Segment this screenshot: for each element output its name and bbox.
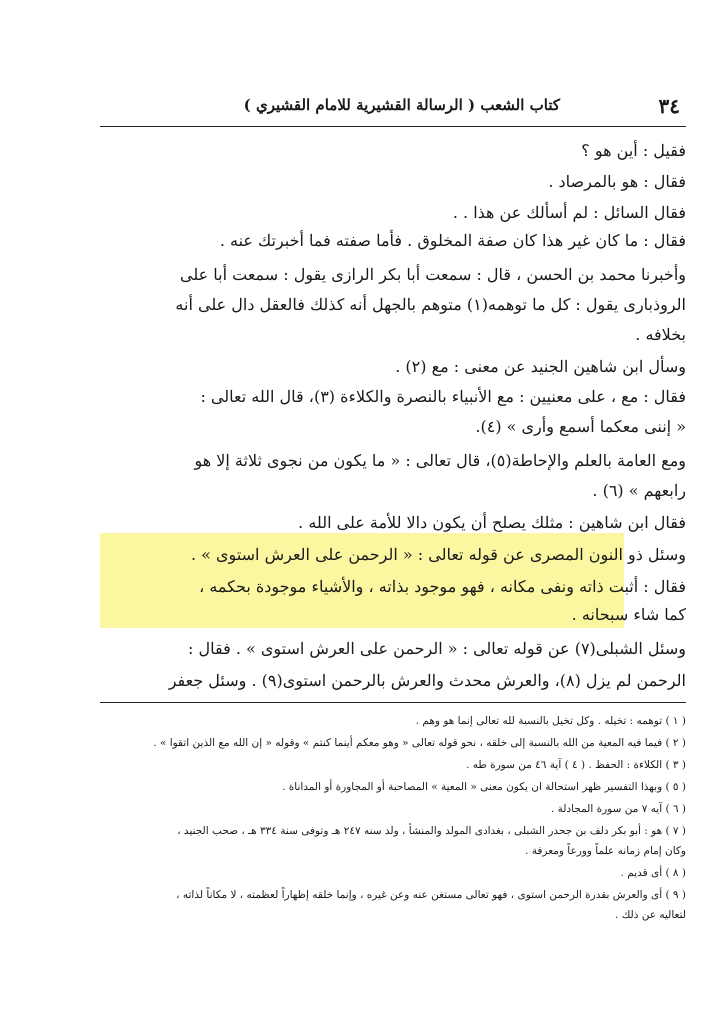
footnote-line: ( ٨ ) أى قديم . (620, 867, 686, 879)
text-line: فقال : مع ، على معنيين : مع الأنبياء بالنصرة والكلاءة (٣)، قال الله تعالى : (200, 387, 686, 406)
text-line: وسأل ابن شاهين الجنيد عن معنى : مع (٢) . (395, 357, 686, 376)
footnote-rule (100, 702, 686, 703)
text-line: كما شاء سبحانه . (571, 605, 686, 624)
footnote-line: ( ١ ) توهمه : تخيله . وكل تخيل بالنسبة لله تعالى إنما هو وهم . (415, 715, 686, 727)
page-header (100, 94, 680, 124)
footnote-line: وكان إمام زمانه علماً وورعاً ومعرفة . (525, 845, 686, 857)
footnotes (100, 712, 686, 932)
text-line: فقيل : أين هو ؟ (581, 141, 686, 160)
text-line: فقال : ما كان غير هذا كان صفة المخلوق . فأما صفته فما أخبرتك عنه . (219, 231, 686, 250)
footnote-line: ( ٧ ) هو : أبو بكر دلف بن جحدر الشبلى ، بغدادى المولد والمنشأ ، ولد سنه ٢٤٧ هـ وتوفى سنة ٣٣٤ هـ ، صحب الجنيد ، (177, 825, 686, 837)
main-text (100, 136, 686, 696)
text-line: فقال السائل : لم أسألك عن هذا . . (452, 203, 686, 222)
footnote-line: لتعاليه عن ذلك . (615, 909, 686, 921)
text-line: بخلافه . (635, 325, 686, 344)
footnote-line: ( ٩ ) أى والعرش بقدرة الرحمن استوى ، فهو تعالى مستغن عنه وعن غيره ، وإنما خلقه إظهاراً لعظمته ، لا مكاناً لذاته ، (176, 889, 686, 901)
text-line: « إننى معكما أسمع وأرى » (٤). (475, 417, 686, 436)
text-line: الروذبارى يقول : كل ما توهمه(١) متوهم بالجهل أنه كذلك فالعقل دال على أنه (175, 295, 686, 314)
footnote-line: ( ٣ ) الكلاءة : الحفظ . ( ٤ ) آية ٤٦ من سورة طه . (466, 759, 686, 771)
text-line: فقال ابن شاهين : مثلك يصلح أن يكون دالا للأمة على الله . (298, 513, 686, 532)
text-line: رابعهم » (٦) . (592, 481, 686, 500)
footnote-line: ( ٢ ) فيما فيه المعية من الله بالنسبة إلى خلقه ، نحو قوله تعالى « وهو معكم أينما كنتم » وقوله « إن الله مع الذين اتقوا » . (153, 737, 686, 749)
text-line: وسئل الشبلى(٧) عن قوله تعالى : « الرحمن على العرش استوى » . فقال : (188, 639, 686, 658)
header-rule (100, 126, 686, 127)
text-line: فقال : هو بالمرصاد . (548, 172, 686, 191)
footnote-line: ( ٥ ) وبهذا التفسير ظهر استحالة ان يكون معنى « المعية » المصاحبة أو المجاورة أو المداناة . (282, 781, 686, 793)
running-title: كتاب الشعب ( الرسالة القشيرية للامام القشيري ) (243, 96, 560, 114)
text-line: الرحمن لم يزل (٨)، والعرش محدث والعرش بالرحمن استوى(٩) . وسئل جعفر (168, 671, 686, 690)
text-line: فقال : أثبت ذاته ونفى مكانه ، فهو موجود بذاته ، والأشياء موجودة بحكمه ، (199, 577, 686, 596)
text-line: وأخبرنا محمد بن الحسن ، قال : سمعت أبا بكر الرازى يقول : سمعت أبا على (179, 265, 686, 284)
text-line: ومع العامة بالعلم والإحاطة(٥)، قال تعالى : « ما يكون من نجوى ثلاثة إلا هو (194, 451, 686, 470)
footnote-line: ( ٦ ) آيه ٧ من سورة المجادلة . (550, 803, 686, 815)
page-number: ٣٤ (658, 94, 680, 118)
text-line: وسئل ذو النون المصرى عن قوله تعالى : « الرحمن على العرش استوى » . (190, 545, 686, 564)
